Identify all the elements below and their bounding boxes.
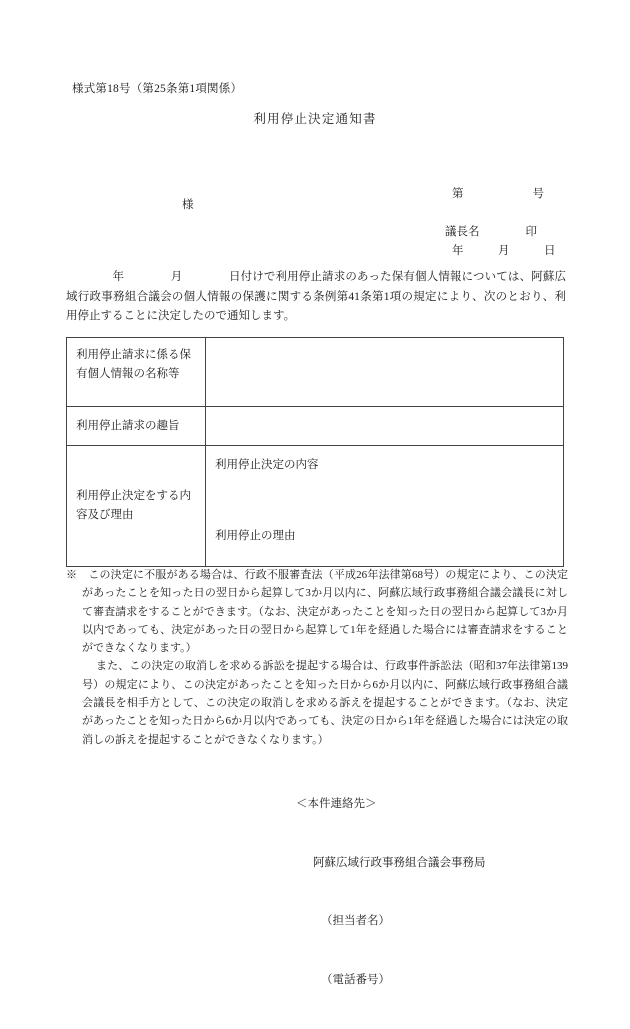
decision-reason-label: 利用停止の理由 — [215, 530, 296, 542]
note-paragraph-2: また、この決定の取消しを求める訴訟を提起する場合は、行政事件訴訟法（昭和37年法律第139号）の規定により、この決定があったことを知った日から6か月以内に、阿蘇広域行政事務組合議会議長を相手方として、この決定の取消しを求める訴えを提起することができます。（なお、決定があったことを知った日から6か月以内であっても、決定の日から1年を経過した場合には決定の取消しの訴えを提起することができなくなります。） — [82, 660, 568, 746]
table-row-value[interactable] — [206, 338, 564, 407]
note-paragraph-1-text: この決定に不服がある場合は、行政不服審査法（平成26年法律第68号）の規定により、この決定があったことを知った日の翌日から起算して3か月以内に、阿蘇広域行政事務組合議会議長に対して審査請求をすることができます。（なお、決定があったことを知った日の翌日から起算して3か月以内であっても、決定があった日の翌日から起算して1年を経過した場合には審査請求をすることができなくなります。） — [82, 569, 569, 655]
document-number-line: 第 号 — [452, 188, 544, 200]
table-row — [67, 338, 564, 407]
form-number: 様式第18号（第25条第1項関係） — [72, 83, 243, 95]
table-row-label: 利用停止決定をする内容及び理由 — [67, 446, 206, 567]
table-row — [67, 407, 564, 446]
table-row-value[interactable] — [206, 446, 564, 567]
body-paragraph: 年 月 日付けで利用停止請求のあった保有個人情報については、阿蘇広域行政事務組合議会の個人情報の保護に関する条例第41条第1項の規定により、次のとおり、利用停止することに決定したので通知します。 — [66, 271, 566, 322]
note-paragraph-1 — [66, 566, 568, 657]
decision-content-label: 利用停止決定の内容 — [215, 459, 319, 471]
document-date-line: 年 月 日 — [452, 245, 556, 257]
contact-organization: 阿蘇広域行政事務組合議会事務局 — [313, 856, 486, 869]
table-row-label: 利用停止請求の趣旨 — [67, 407, 206, 446]
decision-table — [66, 337, 564, 567]
page-title: 利用停止決定通知書 — [253, 112, 377, 126]
note-marker: ※ — [66, 569, 78, 581]
contact-phone: （電話番号） — [321, 973, 390, 986]
addressee-line: 様 — [182, 199, 194, 211]
contact-person: （担当者名） — [321, 915, 390, 927]
table-row — [67, 446, 564, 567]
signer-line: 議長名 印 — [445, 226, 537, 238]
contact-heading: ＜本件連絡先＞ — [296, 798, 377, 810]
table-row-label: 利用停止請求に係る保有個人情報の名称等 — [67, 338, 206, 407]
notes-section — [66, 566, 568, 749]
table-row-value[interactable] — [206, 407, 564, 446]
contact-block — [296, 756, 486, 1029]
